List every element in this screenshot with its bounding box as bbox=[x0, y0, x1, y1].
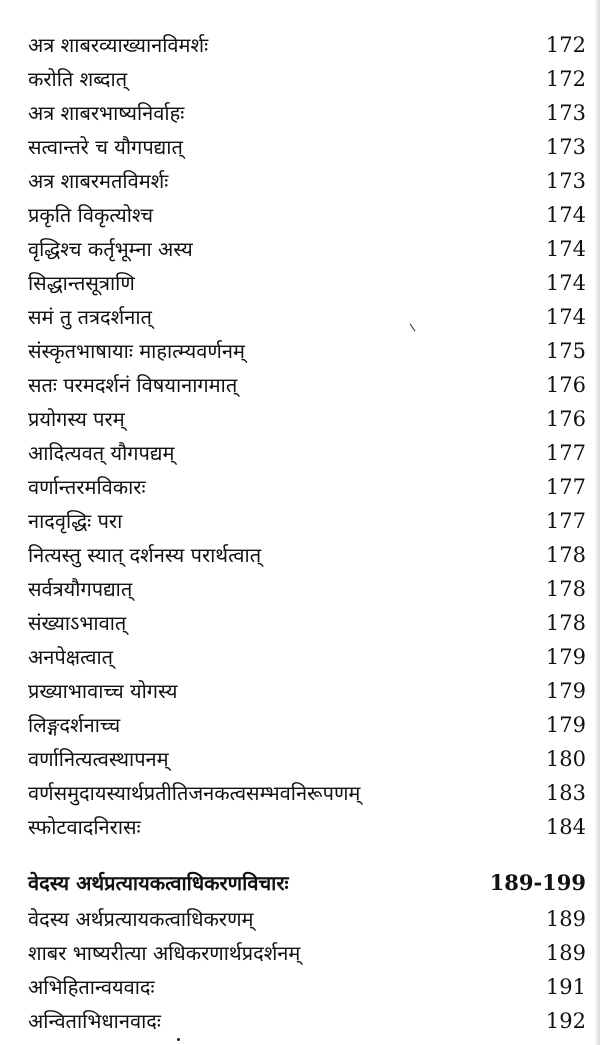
toc-entry-page: 172 bbox=[545, 67, 586, 91]
toc-entry-page: 178 bbox=[545, 577, 586, 601]
toc-entry bbox=[28, 1004, 586, 1038]
toc-entry-page: 173 bbox=[545, 169, 586, 193]
page-edge-shadow bbox=[594, 0, 600, 1045]
toc-entry-title: संख्याऽभावात् bbox=[28, 611, 127, 635]
section-heading-pages: 189-199 bbox=[489, 870, 586, 895]
toc-entry-page: 173 bbox=[545, 135, 586, 159]
toc-entry bbox=[28, 402, 586, 436]
toc-entry-title: वेदस्य अर्थप्रत्यायकत्वाधिकरणम् bbox=[28, 907, 254, 931]
toc-entry-title: अत्र शाबरव्याख्यानविमर्शः bbox=[28, 33, 209, 57]
toc-entry-title: सर्वत्रयौगपद्यात् bbox=[28, 577, 133, 601]
toc-entry-title: प्रख्याभावाच्च योगस्य bbox=[28, 679, 178, 703]
toc-entry-page: 175 bbox=[545, 339, 586, 363]
toc-entry-page: 174 bbox=[545, 305, 586, 329]
toc-entry bbox=[28, 164, 586, 198]
toc-entry bbox=[28, 198, 586, 232]
toc-entry-page: 174 bbox=[545, 237, 586, 261]
toc-entry-title: शाबर भाष्यरीत्या अधिकरणार्थप्रदर्शनम् bbox=[28, 941, 301, 965]
toc-entry-page: 179 bbox=[545, 679, 586, 703]
toc-section-heading bbox=[28, 864, 586, 902]
toc-entry-page: 191 bbox=[545, 975, 586, 999]
toc-entry bbox=[28, 640, 586, 674]
toc-entry-title: आदित्यवत् यौगपद्यम् bbox=[28, 441, 175, 465]
toc-entry-page: 177 bbox=[545, 509, 586, 533]
toc-entry-title: स्फोटवादनिरासः bbox=[28, 815, 141, 839]
toc-entry-title: प्रकृति विकृत्योश्च bbox=[28, 203, 154, 227]
toc-entry bbox=[28, 742, 586, 776]
toc-entry-page: 177 bbox=[545, 441, 586, 465]
toc-entry-title: वर्णसमुदायस्यार्थप्रतीतिजनकत्वसम्भवनिरूपणम् bbox=[28, 781, 361, 805]
section-spacer bbox=[28, 844, 586, 864]
toc-entry bbox=[28, 470, 586, 504]
toc-entry-page: 180 bbox=[545, 747, 586, 771]
toc-entry-page: 192 bbox=[545, 1009, 586, 1033]
toc-entry bbox=[28, 436, 586, 470]
toc-entry-page: 177 bbox=[545, 475, 586, 499]
toc-entry-page: 173 bbox=[545, 101, 586, 125]
toc-entry-title: वर्णानित्यत्वस्थापनम् bbox=[28, 747, 169, 771]
toc-entry bbox=[28, 936, 586, 970]
toc-entry bbox=[28, 300, 586, 334]
toc-entry bbox=[28, 538, 586, 572]
toc-entry-page: 174 bbox=[545, 203, 586, 227]
toc-entry bbox=[28, 334, 586, 368]
toc-entry bbox=[28, 902, 586, 936]
toc-entry-page: 178 bbox=[545, 611, 586, 635]
toc-entry-page: 179 bbox=[545, 645, 586, 669]
toc-entry bbox=[28, 368, 586, 402]
toc-entry bbox=[28, 776, 586, 810]
toc-entry-title: अन्विताभिधानवादः bbox=[28, 1009, 161, 1033]
toc-entry-title: अत्र शाबरमतविमर्शः bbox=[28, 169, 169, 193]
toc-entry-page: 176 bbox=[545, 373, 586, 397]
toc-entry-title: सतः परमदर्शनं विषयानागमात् bbox=[28, 373, 238, 397]
toc-entry-title: अभिहितान्वयवादः bbox=[28, 975, 155, 999]
toc-entry bbox=[28, 28, 586, 62]
toc-entry bbox=[28, 130, 586, 164]
toc-entry bbox=[28, 232, 586, 266]
toc-entry-page: 183 bbox=[545, 781, 586, 805]
toc-entry-page: 179 bbox=[545, 713, 586, 737]
toc-entry bbox=[28, 810, 586, 844]
toc-entry bbox=[28, 970, 586, 1004]
toc-entry-title: नित्यस्तु स्यात् दर्शनस्य परार्थत्वात् bbox=[28, 543, 262, 567]
toc-entry-title: लिङ्गदर्शनाच्च bbox=[28, 713, 121, 737]
toc-entry bbox=[28, 674, 586, 708]
toc-entry-page: 174 bbox=[545, 271, 586, 295]
toc-entry-title: सिद्धान्तसूत्राणि bbox=[28, 271, 135, 295]
toc-entry bbox=[28, 62, 586, 96]
toc-entry bbox=[28, 504, 586, 538]
stray-dot bbox=[177, 1038, 180, 1041]
toc-entry bbox=[28, 266, 586, 300]
toc-entry-page: 189 bbox=[545, 941, 586, 965]
toc-entry-title: वर्णान्तरमविकारः bbox=[28, 475, 146, 499]
toc-entry bbox=[28, 708, 586, 742]
toc-entry bbox=[28, 572, 586, 606]
toc-entry-title: समं तु तत्रदर्शनात् bbox=[28, 305, 152, 329]
toc-entry-title: वृद्धिश्च कर्तृभूम्ना अस्य bbox=[28, 237, 193, 261]
toc-entry-title: सत्वान्तरे च यौगपद्यात् bbox=[28, 135, 183, 159]
toc-entry-page: 176 bbox=[545, 407, 586, 431]
toc-entry-page: 178 bbox=[545, 543, 586, 567]
toc-entry bbox=[28, 96, 586, 130]
toc-entry-title: अत्र शाबरभाष्यनिर्वाहः bbox=[28, 101, 185, 125]
table-of-contents bbox=[28, 28, 586, 1038]
toc-entry-page: 189 bbox=[545, 907, 586, 931]
toc-entry-page: 172 bbox=[545, 33, 586, 57]
toc-entry-title: प्रयोगस्य परम् bbox=[28, 407, 125, 431]
toc-entry-title: नादवृद्धिः परा bbox=[28, 509, 123, 533]
toc-entry-title: करोति शब्दात् bbox=[28, 67, 128, 91]
section-heading-title: वेदस्य अर्थप्रत्यायकत्वाधिकरणविचारः bbox=[28, 871, 289, 895]
toc-entry bbox=[28, 606, 586, 640]
toc-entry-page: 184 bbox=[545, 815, 586, 839]
toc-entry-title: अनपेक्षत्वात् bbox=[28, 645, 114, 669]
toc-entry-title: संस्कृतभाषायाः माहात्म्यवर्णनम् bbox=[28, 339, 245, 363]
